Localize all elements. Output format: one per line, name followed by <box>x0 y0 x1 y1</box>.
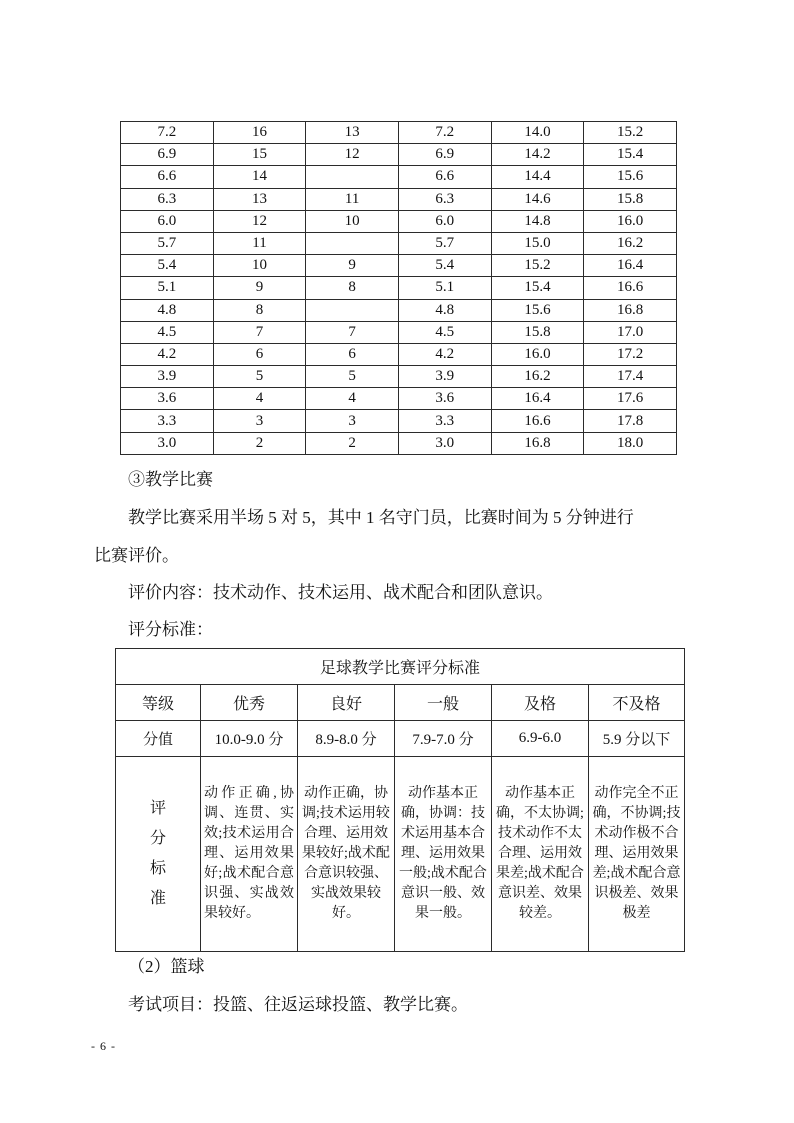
table-cell-count-b: 7 <box>306 321 399 343</box>
table-cell-count-b: 12 <box>306 144 399 166</box>
table-cell-time-a: 16.4 <box>491 388 584 410</box>
table-row <box>121 299 677 321</box>
table-cell-count-a: 5 <box>213 366 306 388</box>
table-cell-score: 6.0 <box>121 210 214 232</box>
table-cell-count-b: 6 <box>306 343 399 365</box>
table-cell-time-b: 16.6 <box>584 277 677 299</box>
table-cell-score-2: 3.9 <box>398 366 491 388</box>
table-cell-score-2: 6.6 <box>398 166 491 188</box>
table-cell-time-b: 15.8 <box>584 188 677 210</box>
paragraph-line-2: 比赛评价。 <box>94 546 179 565</box>
grade-good: 良好 <box>298 685 395 721</box>
table-title: 足球教学比赛评分标准 <box>116 649 685 685</box>
table-cell-count-a: 7 <box>213 321 306 343</box>
table-row <box>121 210 677 232</box>
table-cell-time-b: 18.0 <box>584 432 677 454</box>
table-cell-score-2: 6.9 <box>398 144 491 166</box>
table-cell-count-a: 11 <box>213 232 306 254</box>
table-cell-score: 7.2 <box>121 122 214 144</box>
table-cell-score-2: 5.1 <box>398 277 491 299</box>
table-cell-time-b: 16.4 <box>584 255 677 277</box>
score-range-row <box>116 721 685 757</box>
table-cell-count-b: 13 <box>306 122 399 144</box>
table-cell-time-b: 15.4 <box>584 144 677 166</box>
page-number: - 6 - <box>91 1039 116 1053</box>
evaluation-content-line: 评价内容：技术动作、技术运用、战术配合和团队意识。 <box>128 583 553 602</box>
score-range-pass: 6.9-6.0 <box>492 721 589 757</box>
table-cell-count-b: 4 <box>306 388 399 410</box>
table-cell-score: 5.4 <box>121 255 214 277</box>
table-cell-count-b <box>306 232 399 254</box>
table-cell-count-b: 2 <box>306 432 399 454</box>
score-range-fail: 5.9 分以下 <box>589 721 685 757</box>
table-cell-time-a: 14.6 <box>491 188 584 210</box>
table-cell-score: 4.5 <box>121 321 214 343</box>
table-cell-time-a: 15.4 <box>491 277 584 299</box>
table-cell-score-2: 4.2 <box>398 343 491 365</box>
score-row-label: 分值 <box>116 721 201 757</box>
table-row <box>121 388 677 410</box>
table-cell-time-b: 17.0 <box>584 321 677 343</box>
table-cell-score-2: 6.0 <box>398 210 491 232</box>
table-cell-time-a: 14.2 <box>491 144 584 166</box>
table-cell-score-2: 6.3 <box>398 188 491 210</box>
table-cell-score-2: 5.7 <box>398 232 491 254</box>
table-row <box>121 232 677 254</box>
table-row <box>121 144 677 166</box>
table-cell-time-a: 16.0 <box>491 343 584 365</box>
table-row <box>121 410 677 432</box>
table-cell-count-a: 10 <box>213 255 306 277</box>
grade-average: 一般 <box>395 685 492 721</box>
table-cell-count-a: 14 <box>213 166 306 188</box>
grade-row <box>116 685 685 721</box>
table-cell-time-a: 16.8 <box>491 432 584 454</box>
table-cell-count-b <box>306 299 399 321</box>
table-cell-time-a: 15.0 <box>491 232 584 254</box>
table-cell-score: 6.9 <box>121 144 214 166</box>
table-cell-score: 6.6 <box>121 166 214 188</box>
table-cell-count-b: 5 <box>306 366 399 388</box>
table-cell-score-2: 5.4 <box>398 255 491 277</box>
table-cell-count-a: 9 <box>213 277 306 299</box>
table-cell-score: 3.6 <box>121 388 214 410</box>
table-row <box>121 166 677 188</box>
table-cell-time-a: 15.8 <box>491 321 584 343</box>
table-row <box>121 366 677 388</box>
table-cell-count-a: 16 <box>213 122 306 144</box>
score-range-average: 7.9-7.0 分 <box>395 721 492 757</box>
table-cell-time-a: 14.0 <box>491 122 584 144</box>
table-cell-time-a: 14.4 <box>491 166 584 188</box>
table-cell-score: 4.8 <box>121 299 214 321</box>
table-cell-count-b: 3 <box>306 410 399 432</box>
table-cell-time-b: 16.0 <box>584 210 677 232</box>
criteria-row-label <box>116 757 201 952</box>
criteria-row <box>116 757 685 952</box>
table-cell-count-a: 2 <box>213 432 306 454</box>
table-cell-time-b: 17.4 <box>584 366 677 388</box>
table-cell-count-a: 8 <box>213 299 306 321</box>
table-cell-time-a: 14.8 <box>491 210 584 232</box>
section-heading-teaching-match: ③教学比赛 <box>128 470 213 489</box>
basketball-exam-items: 考试项目：投篮、往返运球投篮、教学比赛。 <box>128 995 468 1014</box>
table-cell-count-a: 15 <box>213 144 306 166</box>
grade-row-label: 等级 <box>116 685 201 721</box>
grade-pass: 及格 <box>492 685 589 721</box>
criteria-excellent: 动作正确,协调、连贯、实效;技术运用合理、运用效果好;战术配合意识强、实战效果较好。 <box>201 757 298 952</box>
criteria-label-vertical: 评分标准 <box>149 800 166 907</box>
table-cell-score-2: 3.6 <box>398 388 491 410</box>
table-cell-score: 3.3 <box>121 410 214 432</box>
table-row <box>121 432 677 454</box>
table-cell-score-2: 3.0 <box>398 432 491 454</box>
criteria-pass: 动作基本正确，不太协调;技术动作不太合理、运用效果差;战术配合意识差、效果较差。 <box>492 757 589 952</box>
table-row <box>121 343 677 365</box>
criteria-fail: 动作完全不正确，不协调;技术动作极不合理、运用效果差;战术配合意识极差、效果极差 <box>589 757 685 952</box>
grade-excellent: 优秀 <box>201 685 298 721</box>
score-conversion-body <box>121 122 677 455</box>
table-cell-time-b: 16.2 <box>584 232 677 254</box>
table-cell-score-2: 4.8 <box>398 299 491 321</box>
table-cell-score-2: 7.2 <box>398 122 491 144</box>
table-cell-time-b: 17.6 <box>584 388 677 410</box>
table-row <box>121 255 677 277</box>
table-cell-time-b: 17.2 <box>584 343 677 365</box>
table-cell-time-b: 16.8 <box>584 299 677 321</box>
basketball-heading: （2）篮球 <box>128 957 205 976</box>
table-cell-score: 3.0 <box>121 432 214 454</box>
table-cell-score: 5.7 <box>121 232 214 254</box>
table-cell-count-a: 13 <box>213 188 306 210</box>
table-cell-score: 5.1 <box>121 277 214 299</box>
table-cell-count-b: 11 <box>306 188 399 210</box>
criteria-average: 动作基本正确，协调：技术运用基本合理、运用效果一般;战术配合意识一般、效果一般。 <box>395 757 492 952</box>
table-cell-score-2: 3.3 <box>398 410 491 432</box>
table-cell-count-b: 10 <box>306 210 399 232</box>
score-range-good: 8.9-8.0 分 <box>298 721 395 757</box>
score-range-excellent: 10.0-9.0 分 <box>201 721 298 757</box>
grade-fail: 不及格 <box>589 685 685 721</box>
table-row <box>121 122 677 144</box>
table-cell-count-b: 8 <box>306 277 399 299</box>
table-cell-count-a: 3 <box>213 410 306 432</box>
table-row <box>121 277 677 299</box>
table-cell-score: 3.9 <box>121 366 214 388</box>
criteria-good: 动作正确，协调;技术运用较合理、运用效果较好;战术配合意识较强、实战效果较好。 <box>298 757 395 952</box>
table-cell-time-a: 15.2 <box>491 255 584 277</box>
scoring-standard-table <box>115 648 685 952</box>
paragraph-line-1: 教学比赛采用半场 5 对 5，其中 1 名守门员，比赛时间为 5 分钟进行 <box>128 508 634 527</box>
table-cell-time-a: 16.6 <box>491 410 584 432</box>
table-cell-count-b: 9 <box>306 255 399 277</box>
table-row <box>121 321 677 343</box>
table-cell-time-b: 15.2 <box>584 122 677 144</box>
score-conversion-table <box>120 121 677 455</box>
table-row <box>121 188 677 210</box>
table-cell-score: 6.3 <box>121 188 214 210</box>
table-cell-count-b <box>306 166 399 188</box>
table-cell-time-a: 16.2 <box>491 366 584 388</box>
table-cell-count-a: 4 <box>213 388 306 410</box>
table-title-row <box>116 649 685 685</box>
table-cell-time-b: 17.8 <box>584 410 677 432</box>
table-cell-score-2: 4.5 <box>398 321 491 343</box>
table-cell-score: 4.2 <box>121 343 214 365</box>
table-cell-count-a: 6 <box>213 343 306 365</box>
table-cell-count-a: 12 <box>213 210 306 232</box>
table-cell-time-a: 15.6 <box>491 299 584 321</box>
table-cell-time-b: 15.6 <box>584 166 677 188</box>
scoring-standard-label: 评分标准： <box>128 620 213 639</box>
